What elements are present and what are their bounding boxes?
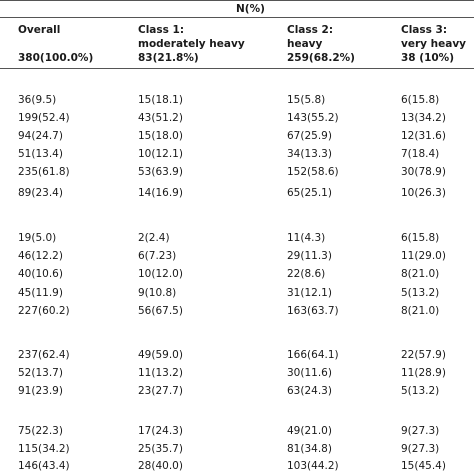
table-cell: 199(52.4) — [18, 112, 70, 124]
table-cell: 49(59.0) — [138, 349, 183, 361]
table-cell: 45(11.9) — [18, 287, 63, 299]
table-cell: 15(45.4) — [401, 460, 446, 472]
table-cell: 10(12.0) — [138, 268, 183, 280]
table-cell: 81(34.8) — [287, 443, 332, 455]
table-cell: 23(27.7) — [138, 385, 183, 397]
header-class3-line1: Class 3: — [401, 24, 448, 36]
table-cell: 7(18.4) — [401, 148, 440, 160]
table-cell: 22(57.9) — [401, 349, 446, 361]
table-cell: 15(18.1) — [138, 94, 183, 106]
table-cell: 13(34.2) — [401, 112, 446, 124]
table-cell: 49(21.0) — [287, 425, 332, 437]
header-class3-line2: very heavy — [401, 38, 467, 50]
table-cell: 11(28.9) — [401, 367, 446, 379]
table-cell: 52(13.7) — [18, 367, 63, 379]
total-class2: 259(68.2%) — [287, 52, 355, 64]
table-cell: 11(29.0) — [401, 250, 446, 262]
table-cell: 34(13.3) — [287, 148, 332, 160]
table-cell: 10(26.3) — [401, 187, 446, 199]
table-cell: 227(60.2) — [18, 305, 70, 317]
table-cell: 6(7.23) — [138, 250, 177, 262]
table-cell: 29(11.3) — [287, 250, 332, 262]
table-cell: 9(10.8) — [138, 287, 177, 299]
table-cell: 30(11.6) — [287, 367, 332, 379]
table-cell: 22(8.6) — [287, 268, 326, 280]
totals-rule — [0, 68, 474, 69]
table-cell: 56(67.5) — [138, 305, 183, 317]
header-class1-line2: moderately heavy — [138, 38, 245, 50]
header-class2-line1: Class 2: — [287, 24, 334, 36]
table-cell: 53(63.9) — [138, 166, 183, 178]
table-cell: 65(25.1) — [287, 187, 332, 199]
table-cell: 6(15.8) — [401, 232, 440, 244]
table-cell: 30(78.9) — [401, 166, 446, 178]
table-cell: 235(61.8) — [18, 166, 70, 178]
table-cell: 89(23.4) — [18, 187, 63, 199]
table-cell: 14(16.9) — [138, 187, 183, 199]
table-cell: 12(31.6) — [401, 130, 446, 142]
table-cell: 146(43.4) — [18, 460, 70, 472]
table-cell: 143(55.2) — [287, 112, 339, 124]
table-cell: 9(27.3) — [401, 443, 440, 455]
table-cell: 115(34.2) — [18, 443, 70, 455]
table-cell: 8(21.0) — [401, 305, 440, 317]
table-cell: 15(5.8) — [287, 94, 326, 106]
table-cell: 91(23.9) — [18, 385, 63, 397]
table-cell: 5(13.2) — [401, 385, 440, 397]
table-cell: 25(35.7) — [138, 443, 183, 455]
table-cell: 28(40.0) — [138, 460, 183, 472]
table-cell: 237(62.4) — [18, 349, 70, 361]
table-cell: 36(9.5) — [18, 94, 57, 106]
table-cell: 5(13.2) — [401, 287, 440, 299]
header-rule — [0, 17, 474, 18]
table-cell: 67(25.9) — [287, 130, 332, 142]
table-cell: 17(24.3) — [138, 425, 183, 437]
table-cell: 6(15.8) — [401, 94, 440, 106]
table-cell: 9(27.3) — [401, 425, 440, 437]
total-class1: 83(21.8%) — [138, 52, 199, 64]
table-cell: 10(12.1) — [138, 148, 183, 160]
table-cell: 46(12.2) — [18, 250, 63, 262]
table-cell: 31(12.1) — [287, 287, 332, 299]
header-overall: Overall — [18, 24, 61, 36]
table-cell: 94(24.7) — [18, 130, 63, 142]
top-rule — [0, 0, 474, 1]
table-cell: 166(64.1) — [287, 349, 339, 361]
table-cell: 152(58.6) — [287, 166, 339, 178]
table-cell: 11(4.3) — [287, 232, 326, 244]
table-title: N(%) — [236, 3, 265, 15]
table-cell: 8(21.0) — [401, 268, 440, 280]
table-cell: 2(2.4) — [138, 232, 170, 244]
table-cell: 43(51.2) — [138, 112, 183, 124]
total-overall: 380(100.0%) — [18, 52, 94, 64]
table-cell: 163(63.7) — [287, 305, 339, 317]
header-class2-line2: heavy — [287, 38, 323, 50]
table-cell: 51(13.4) — [18, 148, 63, 160]
header-class1-line1: Class 1: — [138, 24, 185, 36]
table-cell: 63(24.3) — [287, 385, 332, 397]
table-cell: 75(22.3) — [18, 425, 63, 437]
table-cell: 11(13.2) — [138, 367, 183, 379]
total-class3: 38 (10%) — [401, 52, 454, 64]
table-cell: 103(44.2) — [287, 460, 339, 472]
table-cell: 15(18.0) — [138, 130, 183, 142]
table-cell: 19(5.0) — [18, 232, 57, 244]
table-cell: 40(10.6) — [18, 268, 63, 280]
